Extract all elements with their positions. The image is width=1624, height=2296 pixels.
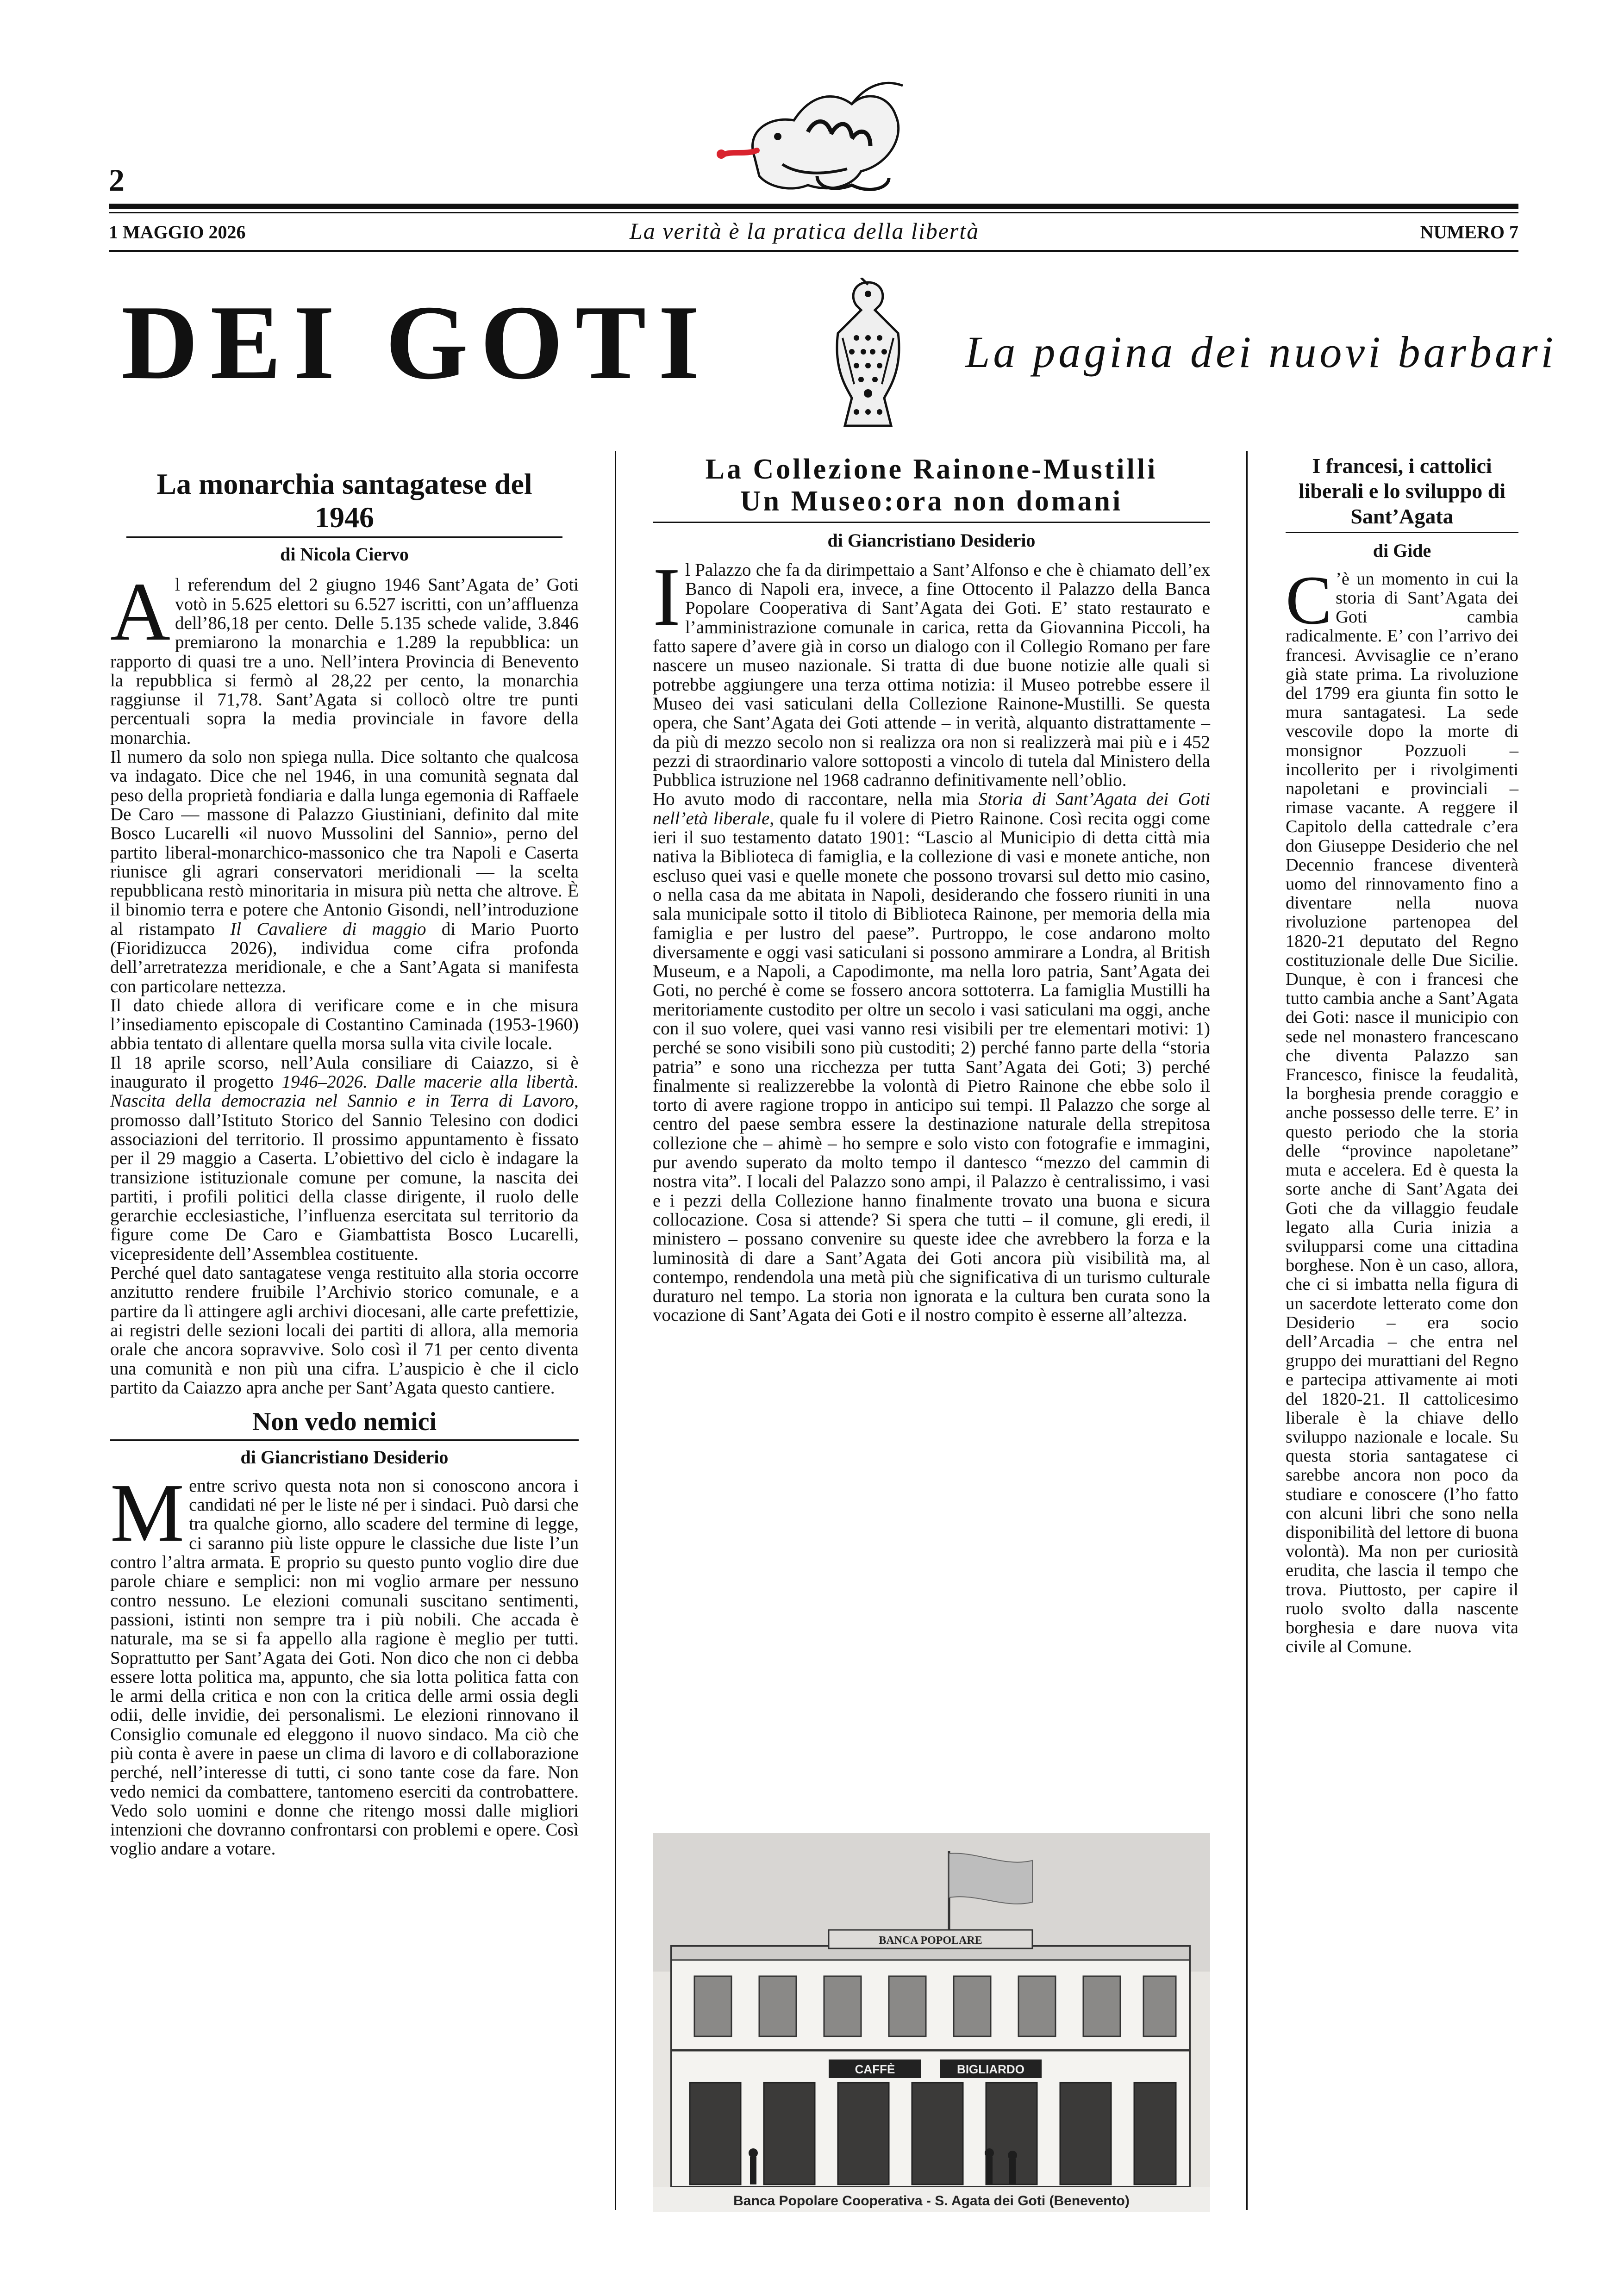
- article-collezione: [653, 454, 1210, 1325]
- column-left: [110, 454, 579, 1859]
- title-line: Un Museo:ora non domani: [740, 485, 1123, 517]
- paragraph: Il 18 aprile scorso, nell’Aula consiliare di Caiazzo, si è inaugurato il progetto: [110, 1052, 579, 1092]
- dragon-logo-icon: [713, 76, 917, 215]
- column-divider: [1246, 451, 1248, 2210]
- title-rule: [1286, 532, 1518, 533]
- masthead-top-rule: [109, 204, 1518, 209]
- article-byline: di Giancristiano Desiderio: [240, 1446, 449, 1468]
- title-rule: [110, 1439, 579, 1441]
- drop-cap: I: [653, 550, 681, 643]
- photo-sign-cafe: CAFFÈ: [855, 2062, 895, 2076]
- issue-number: NUMERO 7: [1420, 222, 1518, 243]
- issue-date: 1 MAGGIO 2026: [109, 222, 246, 243]
- paragraph: , promosso dall’Istituto Storico del Sannio Telesino con dodici associazioni del territorio. Il prossimo appuntamento è fissato per il 29 maggio a Caserta. L’obiettivo del ciclo è indagare la transizione istituzionale comune per comune, la nascita dei partiti, i profili politici della classe dirigente, il ruolo delle gerarchie ecclesiastiche, l’influenza esercitata sul territorio da figure come De Caro e Giambattista Bosco Lucarelli, vicepresidente dell’Assemblea costituente.: [110, 1091, 579, 1264]
- article-monarchia: [110, 467, 579, 1397]
- title-rule: [653, 522, 1210, 523]
- article-francesi: [1286, 454, 1518, 1656]
- column-right: [1286, 454, 1518, 1656]
- article-body: [110, 566, 579, 1398]
- paragraph: Il dato chiede allora di verificare come e in che misura l’insediamento episcopale di Costantino Caminada (1953-1960) abbia tentato di allentare quella morsa sulla vita civile locale.: [110, 995, 579, 1054]
- article-byline: di Gide: [1373, 540, 1431, 561]
- photo-sign-bigliardo: BIGLIARDO: [957, 2062, 1024, 2076]
- drop-cap: C: [1286, 561, 1332, 639]
- title-rule: [126, 536, 562, 538]
- drop-cap: A: [110, 566, 170, 658]
- drop-cap: M: [110, 1466, 185, 1559]
- article-title: Non vedo nemici: [252, 1407, 437, 1437]
- article-nemici: [110, 1407, 579, 1859]
- eagle-fibula-icon: [829, 278, 907, 435]
- paragraph: di Mario Puorto (Fioridizucca 2026), individua come cifra profonda dell’arretratezza meridionale, e che a Sant’Agata si manifesta con particolare nettezza.: [110, 919, 579, 996]
- motto: La verità è la pratica della libertà: [630, 218, 980, 244]
- paragraph: , quale fu il volere di Pietro Rainone. Così recita oggi come ieri il suo testamento datato 1901: “Lascio al Municipio di detta città mia nativa la Biblioteca di famiglia, e la collezione di vasi e monete antiche, non escluso quei vasi e quelle monete che possono trovarsi sul detto mio casino, o nella casa da me abitata in Napoli, desiderando che fossero riuniti in una sala municipale sotto il titolo di Biblioteca Rainone, per memoria della mia famiglia e per lustro del paese”. Purtroppo, le cose andarono molto diversamente e oggi vasi saticulani si possono ammirare a Londra, al British Museum, e a Napoli, a Capodimonte, ma nella loro patria, Sant’Agata dei Goti, no perché è come se fossero ancora sottoterra. La famiglia Mustilli ha meritoriamente custodito per oltre un secolo i vasi saticulani ma oggi, anche con il suo volere, quei vasi vanno resi visibili per tre elementari motivi: 1) perché se sono visibili sono più custoditi; 2) perché fanno parte della “storia patria” e sono una ricchezza per tutta Sant’Agata dei Goti; 3) perché finalmente si realizzerebbe la volontà di Pietro Rainone che ebbe solo il torto di avere ragione troppo in anticipo sui tempi. Il Palazzo che sorge al centro del paese sembra essere la destinazione naturale della strepitosa collezione che – ahimè – ho sempre e solo visto con fotografie e immagini, pur avendo superato da molto tempo il dantesco “mezzo del cammin di nostra vita”. I locali del Palazzo sono ampi, il Palazzo è centralissimo, i vasi e i pezzi della Collezione hanno finalmente trovato una buona e sicura collocazione. Cosa si attende? Si spera che tutti – il comune, gli eredi, il ministero – possano convenire su queste idee che avrebbero la forza e la luminosità di dare a Sant’Agata dei Goti ancora più visibilità ma, al contempo, rendendola una metà più che significativa di un turismo culturale duraturo nel tempo. La storia non ignorata e la cultura ben curata sono la vocazione di Sant’Agata dei Goti e il nostro compito è esserne all’altezza.: [653, 808, 1210, 1325]
- book-title: Il Cavaliere di maggio: [230, 919, 426, 939]
- page-number: 2: [109, 162, 125, 198]
- paragraph: ’è un momento in cui la storia di Sant’Agata dei Goti cambia radicalmente. E’ con l’arrivo dei francesi. Avvisaglie ce n’erano già state prima. La rivoluzione del 1799 era giunta fin sotto le mura santagatesi. La sede vescovile dopo la morte di monsignor Pozzuoli – incollerito per i rivolgimenti napoletani e provinciali – rimase vacante. A reggere il Capitolo della cattedrale c’era don Giuseppe Desiderio che nel Decennio francese diventerà uomo del rinnovamento fino a diventare nella nuova rivoluzione partenopea del 1820-21 deputato del Regno costituzionale delle Due Sicilie. Dunque, è con i francesi che tutto cambia anche a Sant’Agata dei Goti: nasce il municipio con sede nel monastero francescano che diventa Palazzo san Francesco, finisce la feudalità, la borghesia prende coraggio e anche possesso delle terre. E’ in questo periodo che la storia delle “province napoletane” muta e accelera. Ed è questa la sorte anche di Sant’Agata dei Goti che da villaggio feudale legato alla Curia inizia a svilupparsi come una cittadina borghese. Non è un caso, allora, che ci si imbatta nella figura di un sacerdote letterato come don Desiderio – era socio dell’Arcadia – che entra nel gruppo dei murattiani del Regno e partecipa attivamente ai moti del 1820-21. Il cattolicesimo liberale è la chiave dello sviluppo nazionale e locale. Su questa storia santagatese ci sarebbe ancora non poco da studiare e conoscere (l’ho fatto con alcuni libri che sono nella disponibilità del lettore di buona volontà). Ma non per curiosità erudita, che lascia il tempo che trova. Piuttosto, per capire il ruolo svolto dalla nascente borghesia e dare nuova vita civile al Comune.: [1286, 569, 1518, 1657]
- paragraph: entre scrivo questa nota non si conoscono ancora i candidati né per le liste né per i sindaci. Può darsi che tra qualche giorno, allo scadere del termine di legge, ci saranno più liste oppure le classiche due liste l’un contro l’altra armata. E proprio su questo punto voglio dire due parole chiare e semplici: non mi voglio armare per nessuno contro nessuno. Le elezioni comunali suscitano sentimenti, passioni, istinti non sempre tra i più nobili. Che accada è naturale, ma se si fa appello alla ragione è meglio per tutti. Soprattutto per Sant’Agata dei Goti. Non dico che non ci debba essere lotta politica ma, appunto, che sia lotta politica fatta con le armi della critica e non con la critica delle armi ossia degli odii, delle invidie, dei personalismi. Le elezioni rinnovano il Consiglio comunale ed eleggono il nuovo sindaco. Ma ciò che più conta è avere in paese un clima di lavoro e di collaborazione perché, nell’interesse di tutti, ci sono tante cose da fare. Non vedo nemici da combattere, tantomeno eserciti da controbattere. Vedo solo uomini e donne che ritengo mossi dalle migliori intenzioni che dovranno confrontarsi con problemi e opere. Così voglio andare a votare.: [110, 1475, 579, 1859]
- article-title: [653, 454, 1210, 518]
- paragraph: Ho avuto modo di raccontare, nella mia: [653, 789, 979, 809]
- column-divider: [615, 451, 616, 2210]
- paragraph: l referendum del 2 giugno 1946 Sant’Agata de’ Goti votò in 5.625 elettori su 6.527 iscritti, con un’affluenza dell’86,18 per cento. Delle 5.135 schede valide, 3.846 premiarono la monarchia e 1.289 la repubblica: un rapporto di quasi tre a uno. Nell’intera Provincia di Benevento la repubblica si fermò al 28,22 per cento, la monarchia raggiunse il 71,78. Sant’Agata si collocò oltre tre punti percentuali sopra la media provinciale in favore della monarchia.: [110, 575, 579, 748]
- title-line: La Collezione Rainone-Mustilli: [705, 454, 1158, 485]
- article-byline: di Giancristiano Desiderio: [827, 529, 1036, 551]
- project-title: 1946–2026. Dalle macerie alla libertà. Nascita della democrazia nel Sannio e in Terra di Lavoro: [110, 1072, 579, 1111]
- masthead-bottom-rule: [109, 250, 1518, 252]
- article-byline: di Nicola Ciervo: [280, 544, 409, 565]
- column-center: [653, 454, 1210, 1325]
- historic-photo-banca-popolare: [653, 1833, 1210, 2212]
- paper-title: DEI GOTI: [121, 283, 712, 401]
- book-title: Storia di Sant’Agata dei Goti nell’età liberale: [653, 789, 1210, 828]
- masthead-thin-rule: [109, 212, 1518, 213]
- article-body: [653, 550, 1210, 1325]
- paragraph: l Palazzo che fa da dirimpettaio a Sant’Alfonso e che è chiamato dell’ex Banco di Napoli era, invece, a fine Ottocento il Palazzo della Banca Popolare Cooperativa di Sant’Agata dei Goti. E’ stato restaurato e l’amministrazione comunale in carica, retta da Giovannina Piccoli, ha fatto sapere d’avere già in corso un dialogo con il Collegio Romano per fare nascere un museo nazionale. Si tratta di due buone notizie alle quali si potrebbe aggiungere una terza ottima notizia: il Museo potrebbe essere il Museo dei vasi saticulani della Collezione Rainone-Mustilli. Se questa opera, che Sant’Agata dei Goti attende – in verità, alquanto distrattamente – da più di mezzo secolo non si realizza ora non si realizzerà mai più e i 452 pezzi di straordinario valore sottoposti a vincolo di tutela dal Ministero della Pubblica istruzione nel 1968 cadranno definitivamente nell’oblio.: [653, 560, 1210, 790]
- paragraph: Perché quel dato santagatese venga restituito alla storia occorre anzitutto rendere fruibile l’Archivio storico comunale, e a partire da lì attingere agli archivi diocesani, alle carte prefettizie, ai registri delle sezioni locali dei partiti di allora, alla memoria orale che ancora sopravvive. Solo così il 71 per cento diventa una comunità e non più una cifra. L’auspicio è che il ciclo partito da Caiazzo apra anche per Sant’Agata questo cantiere.: [110, 1263, 579, 1398]
- photo-caption: Banca Popolare Cooperativa - S. Agata dei Goti (Benevento): [733, 2193, 1130, 2209]
- article-body: [110, 1466, 579, 1859]
- article-body: [1286, 561, 1518, 1657]
- paragraph: Il numero da solo non spiega nulla. Dice soltanto che qualcosa va indagato. Dice che nel 1946, in una comunità segnata dal peso della proprietà fondiaria e dalla lunga egemonia di Raffaele De Caro — massone di Palazzo Giustiniani, definito dal mite Bosco Lucarelli «il nuovo Mussolini del Sannio», perno del partito liberal-monarchico-massonico che tra Napoli e Caserta riunisce gli agrari conservatori meridionali — la scelta repubblicana restò minoritaria in misura più netta che altrove. È il binomio terra e potere che Antonio Gisondi, nell’introduzione al ristampato: [110, 747, 579, 939]
- paper-subtitle: La pagina dei nuovi barbari: [965, 327, 1557, 377]
- article-title: I francesi, i cattolici liberali e lo sviluppo di Sant’Agata: [1298, 454, 1506, 528]
- photo-sign-top: BANCA POPOLARE: [879, 1935, 982, 1947]
- article-title: La monarchia santagatese del 1946: [156, 467, 532, 534]
